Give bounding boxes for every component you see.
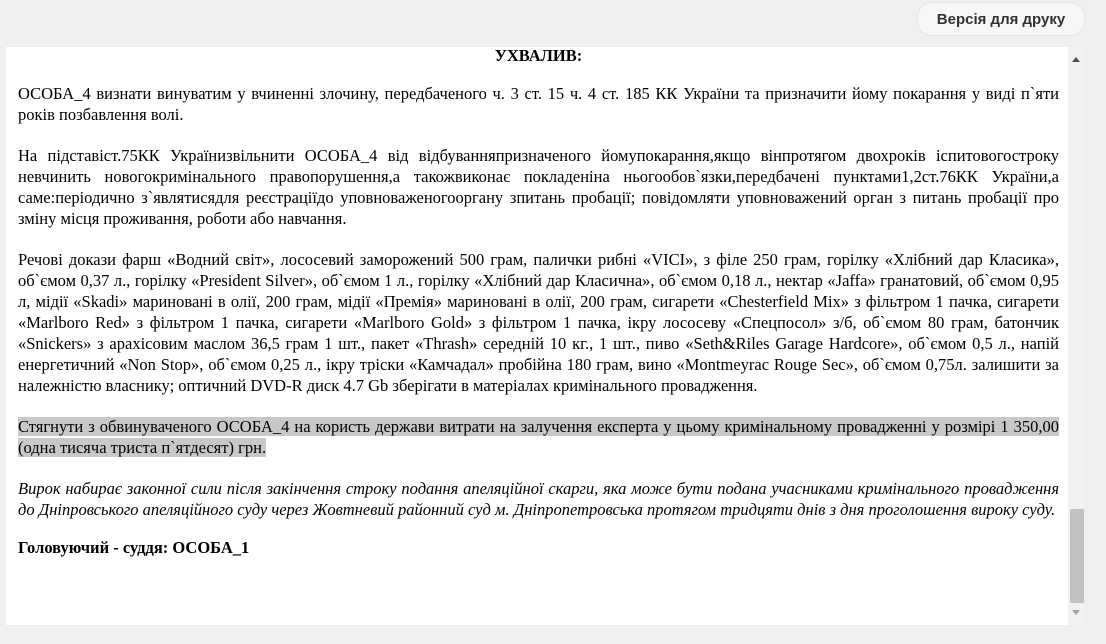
vertical-scrollbar[interactable] (1068, 47, 1085, 625)
presiding-judge-line: Головуючий - суддя: ОСОБА_1 (18, 538, 250, 557)
document-viewer[interactable] (6, 47, 1085, 625)
arrow-down-icon[interactable] (1072, 610, 1080, 615)
costs-paragraph (18, 416, 1059, 458)
scroll-thumb[interactable] (1070, 509, 1084, 603)
selected-text: Стягнути з обвинуваченого ОСОБА_4 на користь держави витрати на залучення експерта у цьому кримінальному провадженні у розмірі 1 350,00 (одна тисяча триста п`ятдесят) грн. (18, 417, 1059, 457)
arrow-up-icon[interactable] (1072, 57, 1080, 62)
appeal-paragraph: Вирок набирає законної сили після закінчення строку подання апеляційної скарги, яка може бути подана учасниками кримінального провадження до Дніпровського апеляційного суду через Жовтневий районний суд м. Дніпропетровська протягом тридцяти днів з дня проголошення вироку суду. (18, 479, 1059, 519)
evidence-paragraph: Речові докази фарш «Водний світ», лососевий заморожений 500 грам, палички рибні «VICI», з філе 250 грам, горілку «Хлібний дар Класика», об`ємом 0,37 л., горілку «President Silver», об`ємом 1 л., горілку «Хлібний дар Класична», об`ємом 0,18 л., нектар «Jaffa» гранатовий, об`ємом 0,95 л, мідії «Skadi» мариновані в олії, 200 грам, мідії «Премія» мариновані в олії, 200 грам, сигарети «Chesterfield Mix» з фільтром 1 пачка, сигарети «Marlboro Red» з фільтром 1 пачка, сигарети «Marlboro Gold» з фільтром 1 пачка, ікру лососеву «Спецпосол» з/б, об`ємом 80 грам, батончик «Snickers» з арахісовим маслом 36,5 грам 1 шт., пакет «Thrash» середній 10 кг., 1 шт., пиво «Seth&Riles Garage Hardcore», об`ємом 0,5 л., напій енергетичний «Non Stop», об`ємом 0,25 л., ікру тріски «Камчадал» пробійна 180 грам, вино «Montmeyrac Rouge Sec», об`ємом 0,75л. залишити за належністю власнику; оптичний DVD-R диск 4.7 Gb зберігати в матеріалах кримінального провадження. (18, 250, 1059, 395)
print-version-button[interactable]: Версія для друку (918, 3, 1084, 35)
verdict-paragraph: ОСОБА_4 визнати винуватим у вчиненні злочину, передбаченого ч. 3 ст. 15 ч. 4 ст. 185 КК України та призначити йому покарання у виді п`яти років позбавлення волі. (18, 84, 1059, 124)
probation-paragraph: На підставіст.75КК Українизвільнити ОСОБА_4 від відбуванняпризначеного йомупокарання,якщо вінпротягом двохроків іспитовогостроку невчинить новогокримінального правопорушення,а такожвиконає покладеніна ньогообов`язки,передбачені пунктами1,2ст.76КК України,а саме:періодично з`являтисядля реєстраціїдо уповноваженогооргану зпитань пробації; повідомляти уповноважений орган з питань пробації про зміну місця проживання, роботи або навчання. (18, 146, 1059, 228)
document-content (18, 47, 1059, 558)
section-heading: УХВАЛИВ: (494, 47, 583, 65)
